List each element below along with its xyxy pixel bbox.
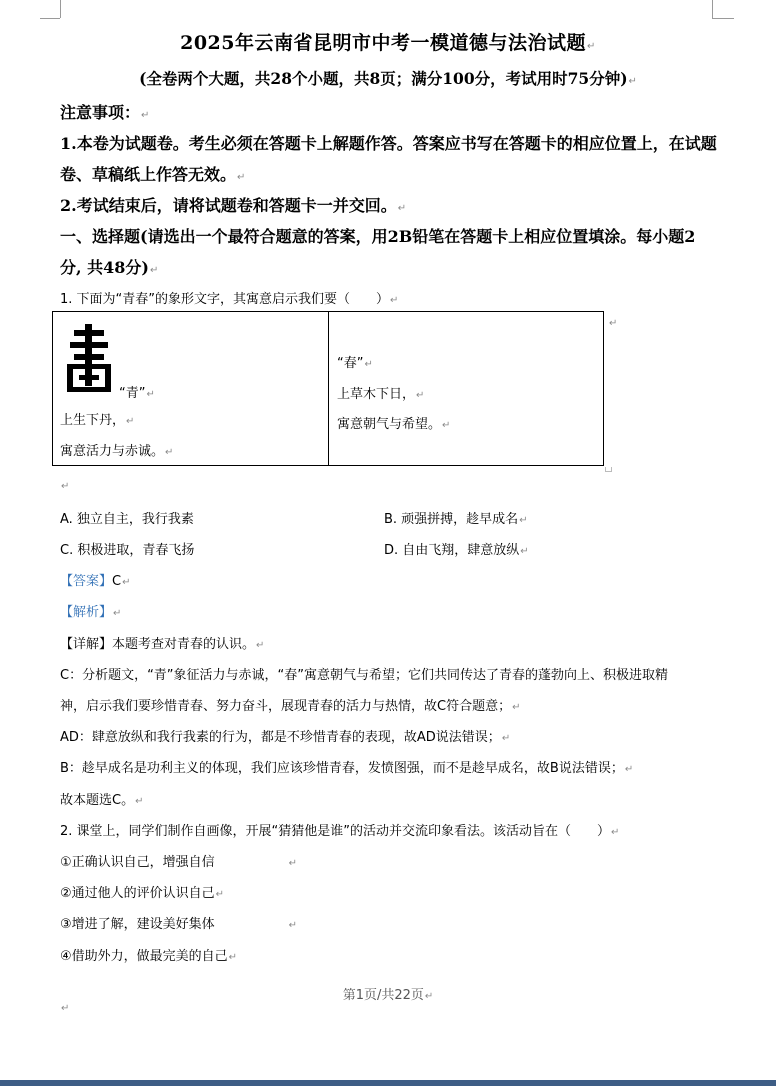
return-arrow-icon: ↵ [228,952,238,963]
table-column-divider [328,312,329,465]
notice-item-1-line-1: 1.本卷为试题卷。考生必须在答题卡上解题作答。答案应书写在答题卡的相应位置上，在试题 [60,134,717,153]
return-arrow-icon: ↵ [61,1003,70,1014]
blank-paragraph [60,478,69,493]
explanation-c-line-1: C：分析题文，“青”象征活力与赤诚，“春”寓意朝气与希望；它们共同传达了青春的蓬勃向上、积极进取精 [60,668,669,683]
right-cell-char-label: “春”↵ [337,356,373,371]
right-cell-line-1: 上草木下日，↵ [337,387,425,402]
question-2-item-1: ①正确认识自己，增强自信 ↵ [60,855,298,870]
return-arrow-icon: ↵ [288,920,298,931]
return-arrow-icon: ↵ [288,858,298,869]
option-a: A. 独立自主，我行我素 [60,512,194,527]
return-arrow-icon: ↵ [364,359,373,370]
return-arrow-icon: ↵ [611,827,620,838]
document-title: 2025年云南省昆明市中考一模道德与法治试题↵ [180,32,596,54]
return-arrow-icon: ↵ [397,203,407,214]
answer-tag: 【答案】 [60,574,113,589]
trailing-paragraph [60,1000,69,1015]
page-footer: 第1页/共22页↵ [342,988,434,1003]
return-arrow-icon: ↵ [519,515,528,526]
question-2-stem: 2. 课堂上，同学们制作自画像，开展“猜猜他是谁”的活动并交流印象看法。该活动旨在（ ）↵ [60,824,620,839]
return-arrow-icon: ↵ [61,481,70,492]
explanation-c-line-2: 神，启示我们要珍惜青春、努力奋斗，展现青春的活力与热情，故C符合题意；↵ [60,699,521,714]
return-arrow-icon: ↵ [624,764,634,775]
return-arrow-icon: ↵ [609,318,618,329]
return-arrow-icon: ↵ [215,889,225,900]
notice-heading: 注意事项：↵ [60,103,150,122]
question-1-table [52,311,604,466]
answer-value: C [112,574,122,589]
return-arrow-icon: ↵ [126,416,135,427]
return-arrow-icon: ↵ [587,41,596,52]
window-bottom-bar [0,1080,776,1086]
option-b: B. 顽强拼搏，趁早成名↵ [384,512,528,527]
return-arrow-icon: ↵ [628,76,637,87]
crop-mark-top-right-vertical [712,0,713,18]
document-subtitle: (全卷两个大题，共28个小题，共8页；满分100分，考试用时75分钟)↵ [139,69,637,88]
return-arrow-icon: ↵ [141,110,150,121]
left-cell-line-2: 寓意活力与赤诚。↵ [60,444,174,459]
return-arrow-icon: ↵ [512,702,521,713]
return-arrow-icon: ↵ [146,389,155,400]
left-cell-line-1: 上生下丹，↵ [60,413,135,428]
crop-mark-top-right-horizontal [712,18,734,19]
right-cell-line-2: 寓意朝气与希望。↵ [337,417,451,432]
notice-item-2: 2.考试结束后，请将试题卷和答题卡一并交回。↵ [60,196,407,215]
return-arrow-icon: ↵ [501,733,511,744]
notice-item-1-line-2: 卷、草稿纸上作答无效。↵ [60,165,246,184]
section-1-heading-line-2: 分, 共48分)↵ [60,258,159,277]
return-arrow-icon: ↵ [256,640,265,651]
question-1-stem: 1. 下面为“青春”的象形文字，其寓意启示我们要（ ）↵ [60,292,399,307]
question-2-item-3: ③增进了解，建设美好集体 ↵ [60,917,298,932]
return-arrow-icon: ↵ [416,390,425,401]
analysis-line [60,601,121,620]
option-c: C. 积极进取，青春飞扬 [60,543,195,558]
return-arrow-icon: ↵ [135,796,144,807]
return-arrow-icon: ↵ [113,608,122,619]
conclusion: 故本题选C。↵ [60,793,144,808]
left-cell-char-label: “青”↵ [119,386,155,401]
return-arrow-icon: ↵ [520,546,529,557]
return-arrow-icon: ↵ [165,447,174,458]
return-arrow-icon: ↵ [237,172,246,183]
return-arrow-icon: ↵ [149,265,159,276]
return-arrow-icon: ↵ [424,991,434,1002]
section-1-heading-line-1: 一、选择题(请选出一个最符合题意的答案，用2B铅笔在答题卡上相应位置填涂。每小题2 [60,227,696,246]
question-2-item-4: ④借助外力，做最完美的自己↵ [60,949,238,964]
crop-mark-top-left-vertical [60,0,61,18]
return-arrow-icon: ↵ [122,577,131,588]
explanation-ad: AD：肆意放纵和我行我素的行为，都是不珍惜青春的表现，故AD说法错误；↵ [60,730,511,745]
question-2-item-2: ②通过他人的评价认识自己↵ [60,886,225,901]
crop-mark-top-left-horizontal [40,18,60,19]
answer-line [60,570,130,589]
option-d: D. 自由飞翔，肆意放纵↵ [384,543,529,558]
return-arrow-icon: ↵ [390,295,399,306]
table-end-marker [605,467,612,472]
analysis-tag: 【解析】 [60,605,113,620]
return-arrow-icon: ↵ [442,420,451,431]
detail-line: 【详解】本题考查对青春的认识。↵ [60,637,265,652]
explanation-b: B：趁早成名是功利主义的体现，我们应该珍惜青春，发愤图强，而不是趁早成名，故B说法错误；↵ [60,761,634,776]
qing-seal-glyph-icon [65,324,113,394]
detail-tag: 【详解】 [60,637,113,652]
